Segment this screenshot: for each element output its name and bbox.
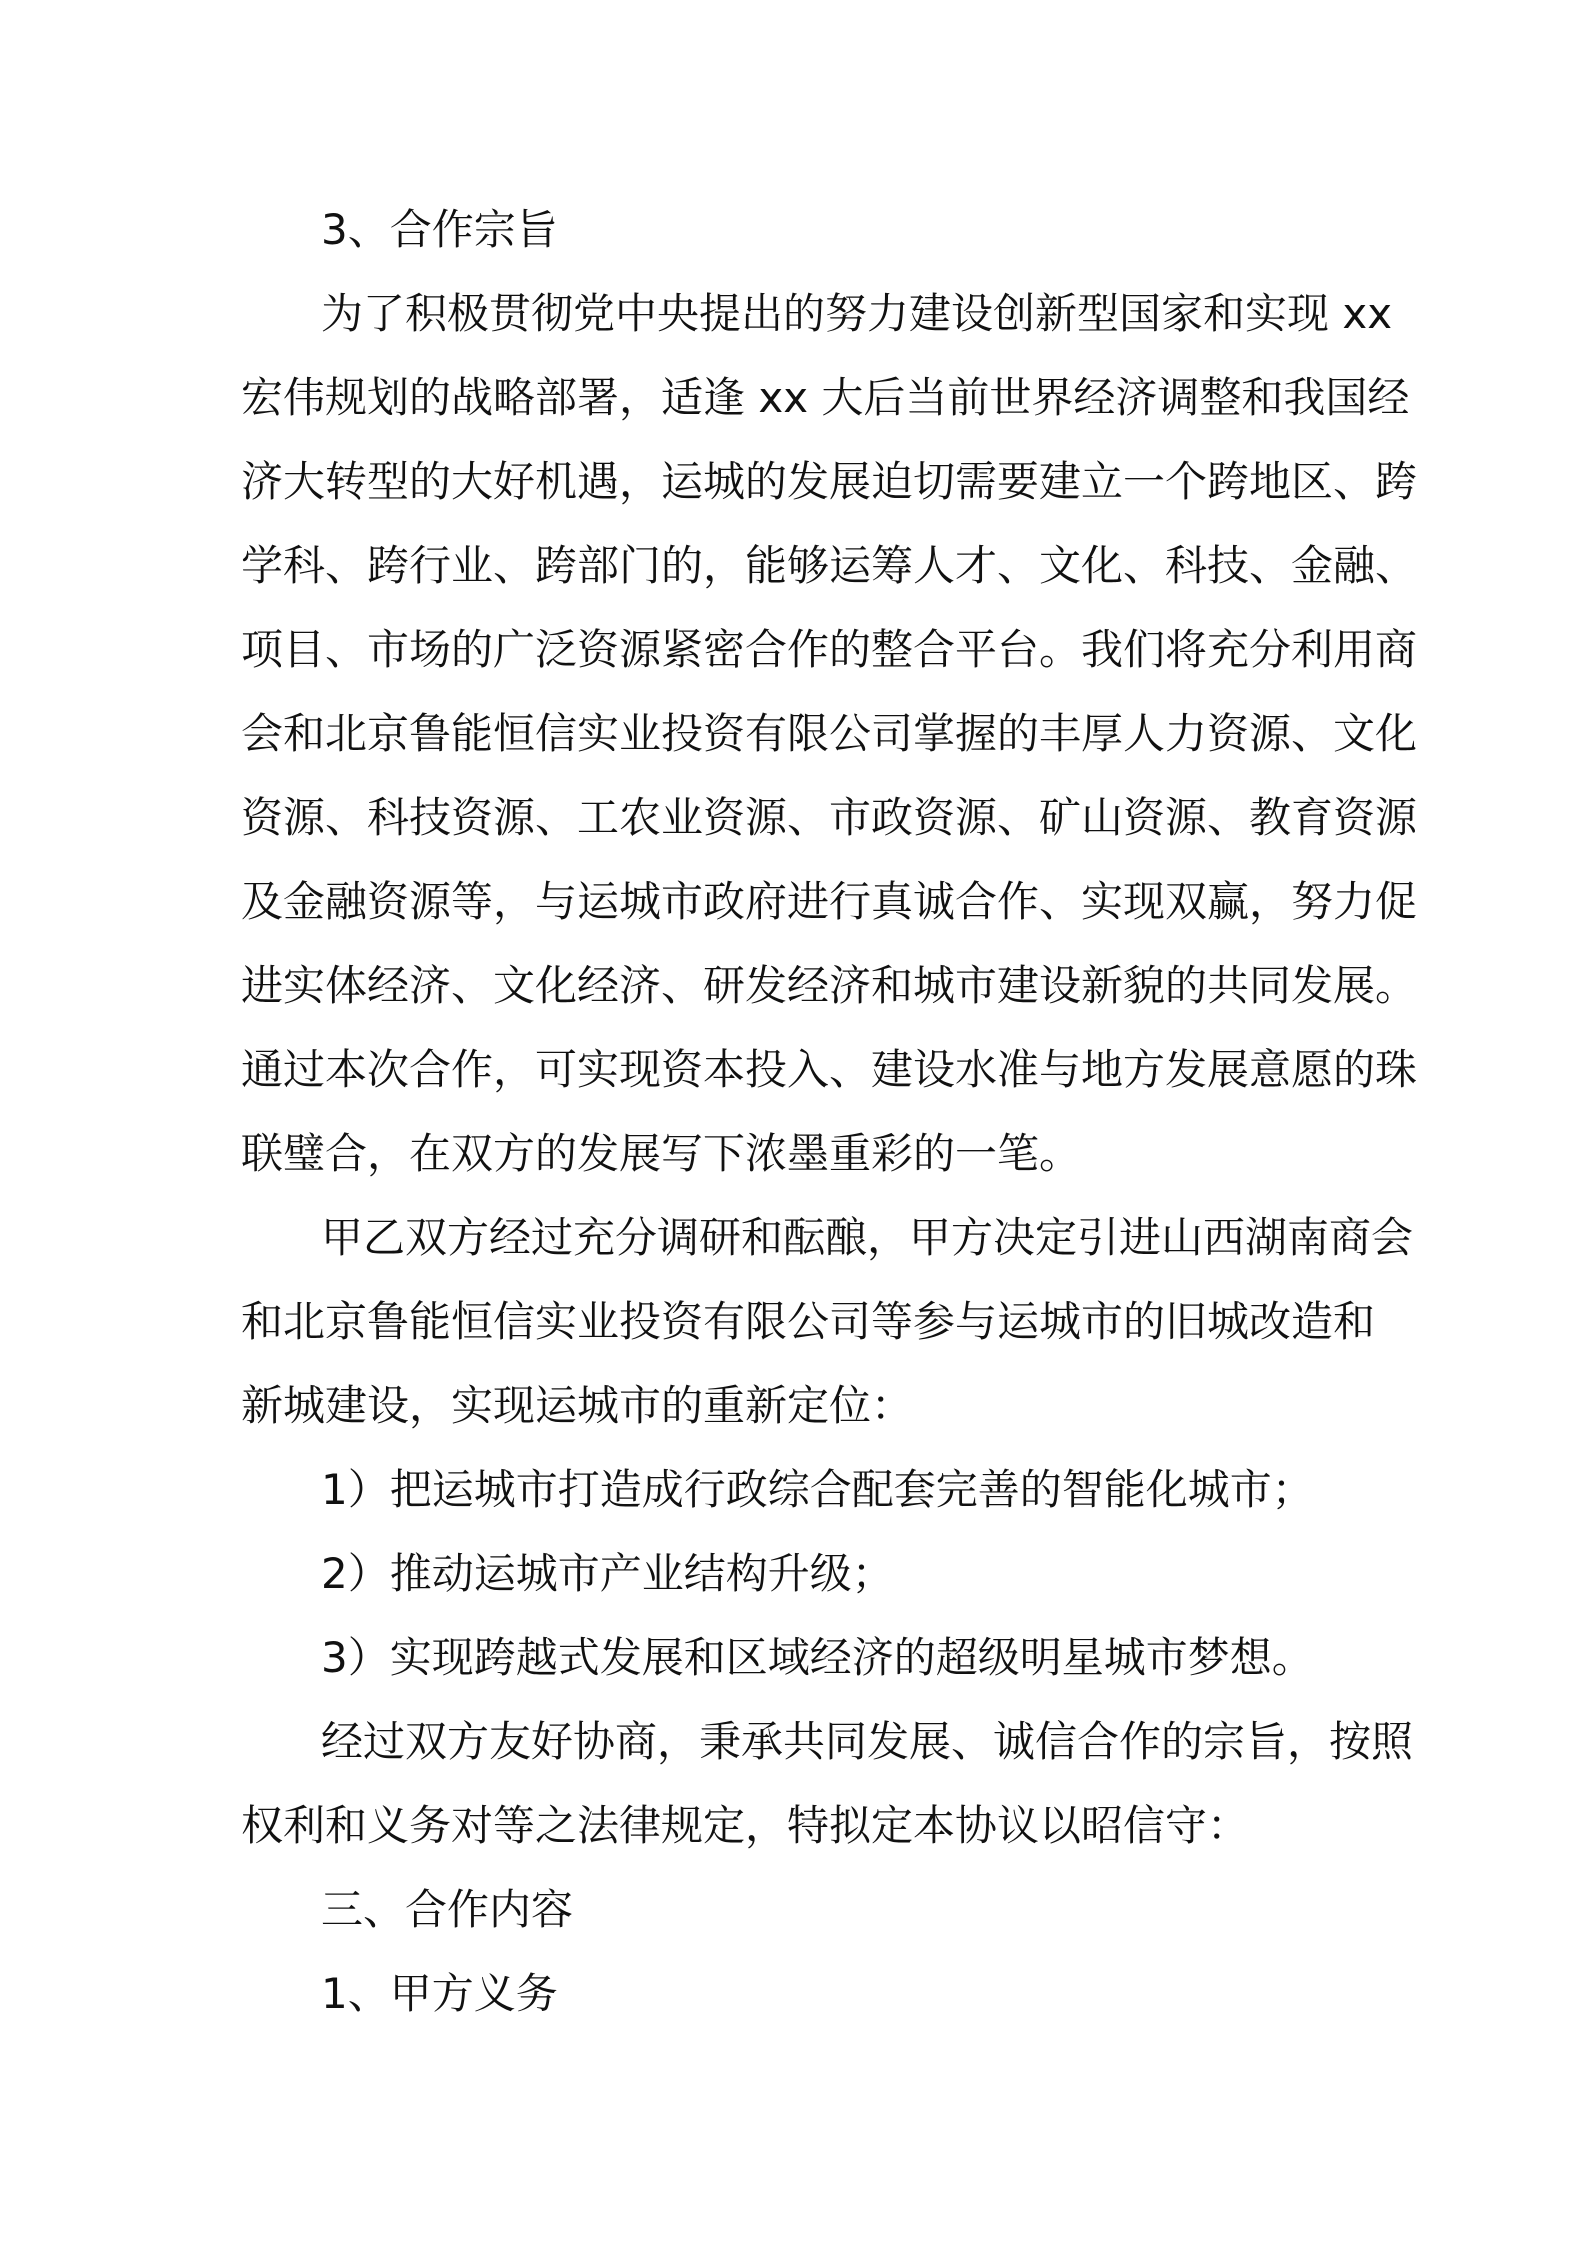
paragraph-line: 权利和义务对等之法律规定，特拟定本协议以昭信守： (241, 1801, 1250, 1850)
list-item: 3）实现跨越式发展和区域经济的超级明星城市梦想。 (321, 1633, 1314, 1682)
chapter-heading: 三、合作内容 (321, 1885, 574, 1934)
paragraph-line: 甲乙双方经过充分调研和酝酿，甲方决定引进山西湖南商会 (321, 1213, 1414, 1262)
paragraph-line: 会和北京鲁能恒信实业投资有限公司掌握的丰厚人力资源、文化 (241, 709, 1418, 758)
section-heading: 3、合作宗旨 (321, 205, 558, 254)
paragraph-line: 资源、科技资源、工农业资源、市政资源、矿山资源、教育资源 (241, 793, 1418, 842)
paragraph-line: 学科、跨行业、跨部门的，能够运筹人才、文化、科技、金融、 (241, 541, 1418, 590)
subsection-heading: 1、甲方义务 (321, 1969, 558, 2018)
paragraph-line: 经过双方友好协商，秉承共同发展、诚信合作的宗旨，按照 (321, 1717, 1414, 1766)
paragraph-line: 进实体经济、文化经济、研发经济和城市建设新貌的共同发展。 (241, 961, 1418, 1010)
paragraph-line: 宏伟规划的战略部署，适逢 xx 大后当前世界经济调整和我国经 (241, 373, 1410, 422)
paragraph-line: 和北京鲁能恒信实业投资有限公司等参与运城市的旧城改造和 (241, 1297, 1376, 1346)
list-item: 2）推动运城市产业结构升级； (321, 1549, 894, 1598)
paragraph-line: 及金融资源等，与运城市政府进行真诚合作、实现双赢，努力促 (241, 877, 1418, 926)
paragraph-line: 新城建设，实现运城市的重新定位： (241, 1381, 914, 1430)
paragraph-line: 项目、市场的广泛资源紧密合作的整合平台。我们将充分利用商 (241, 625, 1418, 674)
paragraph-line: 济大转型的大好机遇，运城的发展迫切需要建立一个跨地区、跨 (241, 457, 1418, 506)
paragraph-line: 为了积极贯彻党中央提出的努力建设创新型国家和实现 xx (321, 289, 1393, 338)
list-item: 1）把运城市打造成行政综合配套完善的智能化城市； (321, 1465, 1314, 1514)
paragraph-line: 联璧合，在双方的发展写下浓墨重彩的一笔。 (241, 1129, 1082, 1178)
paragraph-line: 通过本次合作，可实现资本投入、建设水准与地方发展意愿的珠 (241, 1045, 1418, 1094)
